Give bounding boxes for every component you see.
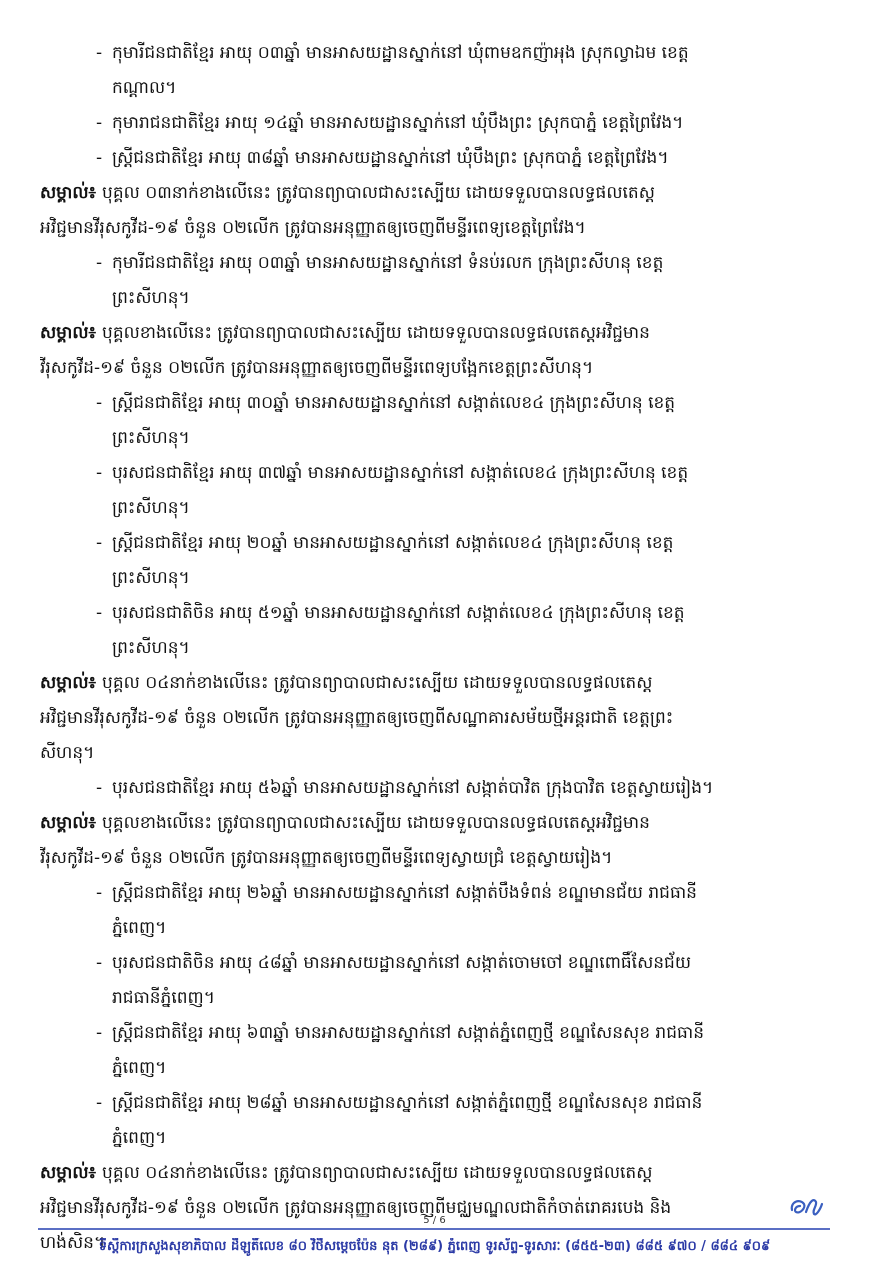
bullet-item <box>40 386 830 421</box>
bullet-text: បុរសជនជាតិខ្មែរ អាយុ ៣៧ឆ្នាំ មានអាសយដ្ឋានស្នាក់នៅ សង្កាត់លេខ៤ ក្រុងព្រះសីហនុ ខេត្ត <box>112 463 689 483</box>
note-text: អវិជ្ជមានវីរុសកូវីដ-១៩ ចំនួន ០២លើក ត្រូវបានអនុញ្ញាតឲ្យចេញពីមន្ទីរពេទ្យខេត្តព្រៃវែង។ <box>40 218 586 238</box>
bullet-item <box>40 36 830 71</box>
bullet-item <box>40 141 830 176</box>
bullet-text: ស្ត្រីជនជាតិខ្មែរ អាយុ ៦៣ឆ្នាំ មានអាសយដ្ឋានស្នាក់នៅ សង្កាត់ភ្នំពេញថ្មី ខណ្ឌសែនសុខ រាជធានី <box>112 1023 704 1043</box>
bullet-continuation <box>40 1121 830 1156</box>
bullet-dash: - <box>96 463 103 483</box>
bullet-text: រាជធានីភ្នំពេញ។ <box>112 988 215 1008</box>
bullet-dash: - <box>96 1093 103 1113</box>
document-body <box>40 36 830 1261</box>
note-label: សម្គាល់៖ <box>40 323 97 343</box>
note-text: បុគ្គល ០៣នាក់ខាងលើនេះ ត្រូវបានព្យាបាលជាសះស្បើយ ដោយទទួលបានលទ្ធផលតេស្ត <box>102 183 655 203</box>
bullet-dash: - <box>96 883 103 903</box>
bullet-item <box>40 526 830 561</box>
note-label: សម្គាល់៖ <box>40 673 97 693</box>
bullet-item <box>40 596 830 631</box>
note-paragraph <box>40 666 830 701</box>
bullet-continuation <box>40 1051 830 1086</box>
note-label: សម្គាល់៖ <box>40 813 97 833</box>
bullet-text: ភ្នំពេញ។ <box>112 918 167 938</box>
bullet-item <box>40 946 830 981</box>
bullet-text: ស្រ្តីជនជាតិខ្មែរ អាយុ ៣៨ឆ្នាំ មានអាសយដ្ឋានស្នាក់នៅ ឃុំបឹងព្រះ ស្រុកបាភ្នំ ខេត្តព្រៃវែង។ <box>112 148 669 168</box>
bullet-text: កណ្តាល។ <box>112 78 177 98</box>
note-paragraph <box>40 316 830 351</box>
bullet-text: កុមារីជនជាតិខ្មែរ អាយុ ០៣ឆ្នាំ មានអាសយដ្ឋានស្នាក់នៅ ទំនប់រលក ក្រុងព្រះសីហនុ ខេត្ត <box>112 253 664 273</box>
note-text: សីហនុ។ <box>40 743 95 763</box>
bullet-continuation <box>40 561 830 596</box>
note-text: ហង់សិន។ <box>40 1233 106 1253</box>
bullet-item <box>40 456 830 491</box>
bullet-continuation <box>40 421 830 456</box>
note-continuation <box>40 211 830 246</box>
bullet-item <box>40 246 830 281</box>
page-number: 5 / 6 <box>423 1215 446 1226</box>
note-paragraph <box>40 1156 830 1191</box>
bullet-text: ស្ត្រីជនជាតិខ្មែរ អាយុ ២៨ឆ្នាំ មានអាសយដ្ឋានស្នាក់នៅ សង្កាត់ភ្នំពេញថ្មី ខណ្ឌសែនសុខ រាជធានី <box>112 1093 703 1113</box>
bullet-dash: - <box>96 533 103 553</box>
note-continuation <box>40 841 830 876</box>
footer-address: ទីស្តីការក្រសួងសុខាភិបាល ដីឡូតិ៍លេខ ៨០ វិថីសម្តេចប៉ែន នុត (២៨៩) ភ្នំពេញ ទូរស័ព្ទ-ទូរសារៈ (៨៥៥-២៣) ៨៨៥ ៩៧០ / ៨៨៤ ៩០៩ <box>98 1239 771 1254</box>
bullet-continuation <box>40 71 830 106</box>
bullet-text: បុរសជនជាតិចិន អាយុ ៤៨ឆ្នាំ មានអាសយដ្ឋានស្នាក់នៅ សង្កាត់ចោមចៅ ខណ្ឌពោធិ៍សែនជ័យ <box>112 953 692 973</box>
bullet-text: បុរសជនជាតិខ្មែរ អាយុ ៥៦ឆ្នាំ មានអាសយដ្ឋានស្នាក់នៅ សង្កាត់បាវិត ក្រុងបាវិត ខេត្តស្វាយរៀង។ <box>112 778 714 798</box>
note-text: វីរុសកូវីដ-១៩ ចំនួន ០២លើក ត្រូវបានអនុញ្ញាតឲ្យចេញពីមន្ទីរពេទ្យស្វាយជ្រំ ខេត្តស្វាយរៀង។ <box>40 848 613 868</box>
bullet-dash: - <box>96 393 103 413</box>
bullet-continuation <box>40 631 830 666</box>
note-paragraph <box>40 806 830 841</box>
note-text: បុគ្គលខាងលើនេះ ត្រូវបានព្យាបាលជាសះស្បើយ ដោយទទួលបានលទ្ធផលតេស្តអវិជ្ជមាន <box>102 323 650 343</box>
bullet-continuation <box>40 981 830 1016</box>
bullet-text: ព្រះសីហនុ។ <box>112 638 190 658</box>
bullet-item <box>40 876 830 911</box>
note-text: បុគ្គលខាងលើនេះ ត្រូវបានព្យាបាលជាសះស្បើយ ដោយទទួលបានលទ្ធផលតេស្តអវិជ្ជមាន <box>102 813 650 833</box>
bullet-text: ស្ត្រីជនជាតិខ្មែរ អាយុ ៣០ឆ្នាំ មានអាសយដ្ឋានស្នាក់នៅ សង្កាត់លេខ៤ ក្រុងព្រះសីហនុ ខេត្ត <box>112 393 676 413</box>
bullet-continuation <box>40 491 830 526</box>
bullet-dash: - <box>96 148 103 168</box>
bullet-dash: - <box>96 43 103 63</box>
bullet-text: ស្ត្រីជនជាតិខ្មែរ អាយុ ២០ឆ្នាំ មានអាសយដ្ឋានស្នាក់នៅ សង្កាត់លេខ៤ ក្រុងព្រះសីហនុ ខេត្ត <box>112 533 674 553</box>
bullet-dash: - <box>96 113 103 133</box>
bullet-dash: - <box>96 953 103 973</box>
bullet-text: ភ្នំពេញ។ <box>112 1058 167 1078</box>
note-text: បុគ្គល ០៤នាក់ខាងលើនេះ ត្រូវបានព្យាបាលជាសះស្បើយ ដោយទទួលបានលទ្ធផលតេស្ត <box>102 673 653 693</box>
bullet-text: ព្រះសីហនុ។ <box>112 568 190 588</box>
bullet-item <box>40 106 830 141</box>
note-continuation <box>40 736 830 771</box>
bullet-text: ព្រះសីហនុ។ <box>112 428 190 448</box>
bullet-continuation <box>40 281 830 316</box>
bullet-item <box>40 1086 830 1121</box>
note-label: សម្គាល់៖ <box>40 183 97 203</box>
bullet-dash: - <box>96 253 103 273</box>
bullet-text: ភ្នំពេញ។ <box>112 1128 167 1148</box>
bullet-text: ព្រះសីហនុ។ <box>112 288 190 308</box>
note-paragraph <box>40 176 830 211</box>
bullet-text: ព្រះសីហនុ។ <box>112 498 190 518</box>
footer-divider <box>38 1228 830 1230</box>
note-text: វីរុសកូវីដ-១៩ ចំនួន ០២លើក ត្រូវបានអនុញ្ញាតឲ្យចេញពីមន្ទីរពេទ្យបង្អែកខេត្តព្រះសីហនុ។ <box>40 358 594 378</box>
bullet-continuation <box>40 911 830 946</box>
bullet-text: កុមារីជនជាតិខ្មែរ អាយុ ០៣ឆ្នាំ មានអាសយដ្ឋានស្នាក់នៅ ឃុំពាមឧកញ៉ាអុង ស្រុកល្វាឯម ខេត្ត <box>112 43 689 63</box>
bullet-item <box>40 771 830 806</box>
bullet-text: កុមារាជនជាតិខ្មែរ អាយុ ១៤ឆ្នាំ មានអាសយដ្ឋានស្នាក់នៅ ឃុំបឹងព្រះ ស្រុកបាភ្នំ ខេត្តព្រៃវែង។ <box>112 113 684 133</box>
bullet-dash: - <box>96 1023 103 1043</box>
bullet-dash: - <box>96 603 103 623</box>
bullet-text: បុរសជនជាតិចិន អាយុ ៥១ឆ្នាំ មានអាសយដ្ឋានស្នាក់នៅ សង្កាត់លេខ៤ ក្រុងព្រះសីហនុ ខេត្ត <box>112 603 685 623</box>
note-continuation <box>40 701 830 736</box>
bullet-dash: - <box>96 778 103 798</box>
note-label: សម្គាល់៖ <box>40 1163 97 1183</box>
bullet-item <box>40 1016 830 1051</box>
note-continuation <box>40 351 830 386</box>
note-text: បុគ្គល ០៤នាក់ខាងលើនេះ ត្រូវបានព្យាបាលជាសះស្បើយ ដោយទទួលបានលទ្ធផលតេស្ត <box>102 1163 653 1183</box>
note-text: អវិជ្ជមានវីរុសកូវីដ-១៩ ចំនួន ០២លើក ត្រូវបានអនុញ្ញាតឲ្យចេញពីមជ្ឈមណ្ឌលជាតិកំចាត់រោគរបេង និង <box>40 1198 672 1218</box>
note-text: អវិជ្ជមានវីរុសកូវីដ-១៩ ចំនួន ០២លើក ត្រូវបានអនុញ្ញាតឲ្យចេញពីសណ្ឋាគារសម័យថ្មីអន្តរជាតិ ខេត្តព្រះ <box>40 708 674 728</box>
bullet-text: ស្ត្រីជនជាតិខ្មែរ អាយុ ២៦ឆ្នាំ មានអាសយដ្ឋានស្នាក់នៅ សង្កាត់បឹងទំពន់ ខណ្ឌមានជ័យ រាជធានី <box>112 883 697 903</box>
